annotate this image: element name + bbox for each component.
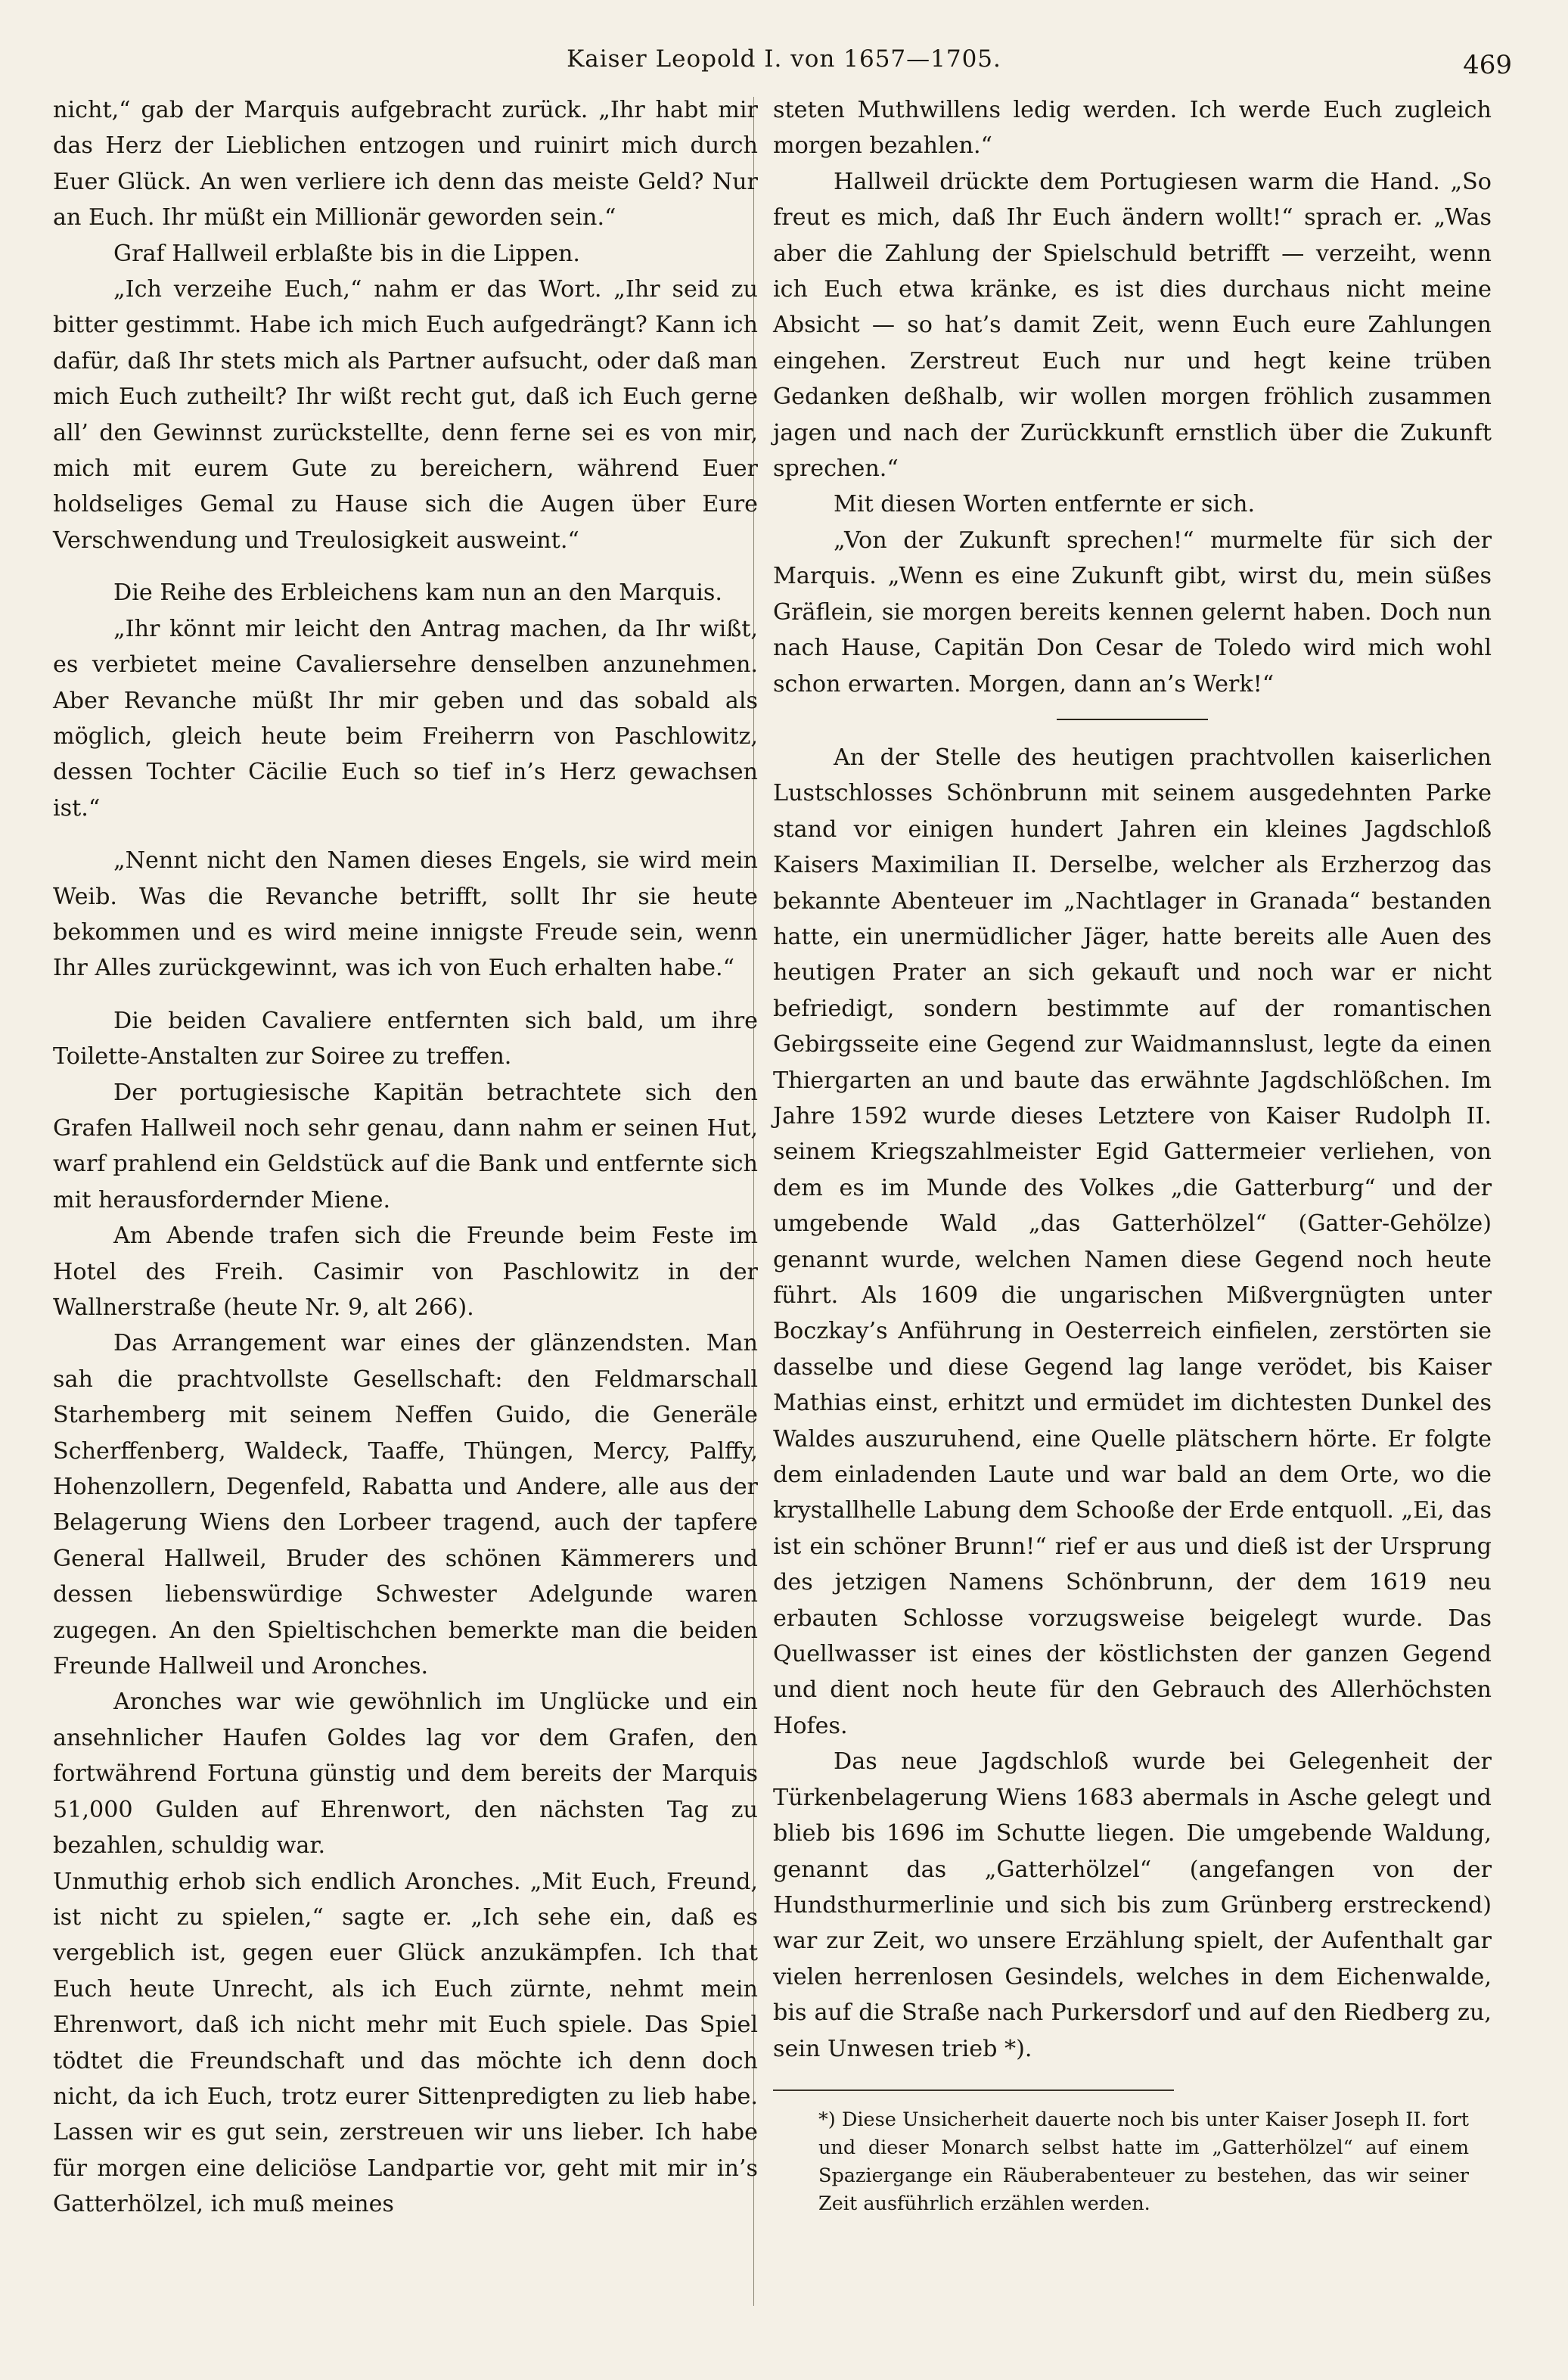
paragraph: Die Reihe des Erbleichens kam nun an den Marquis. (113, 579, 722, 607)
paragraph: Das Arrangement war eines der glänzendsten. Man sah die prachtvollste Gesellschaft: den Feldmarschall Starhemberg mit seinem Neffen Guido, die Generäle Scherffenberg, Waldeck, Taaffe, Thüngen, Mercy, Palffy, Hohenzollern, Degenfeld, Rabatta und Andere, alle aus der Belagerung Wiens den Lorbeer tragend, auch der tapfere General Hallweil, Bruder des schönen Kämmerers und dessen liebenswürdige Schwester Adelgunde waren zugegen. An den Spieltischchen bemerkte man die beiden Freunde Hallweil und Aronches. (53, 1330, 758, 1680)
paragraph: nicht,“ gab der Marquis aufgebracht zurück. „Ihr habt mir das Herz der Lieblichen entzogen und ruinirt mich durch Euer Glück. An wen verliere ich denn das meiste Geld? Nur an Euch. Ihr müßt ein Millionär geworden sein.“ (53, 97, 758, 231)
right-column (773, 92, 1492, 2218)
paragraph: „Nennt nicht den Namen dieses Engels, sie wird mein Weib. Was die Revanche betrifft, sollt Ihr sie heute bekommen und es wird meine innigste Freude sein, wenn Ihr Alles zurückgewinnt, was ich von Euch erhalten habe.“ (53, 847, 758, 982)
paragraph: Die beiden Cavaliere entfernten sich bald, um ihre Toilette-Anstalten zur Soiree zu treffen. (53, 1007, 758, 1070)
paragraph: „Ihr könnt mir leicht den Antrag machen, da Ihr wißt, es verbietet meine Cavaliersehre denselben anzunehmen. Aber Revanche müßt Ihr mir geben und das sobald als möglich, gleich heute beim Freiherrn von Paschlowitz, dessen Tochter Cäcilie Euch so tief in’s Herz gewachsen ist.“ (53, 615, 758, 822)
paragraph: An der Stelle des heutigen prachtvollen kaiserlichen Lustschlosses Schönbrunn mit seinem ausgedehnten Parke stand vor einigen hundert Jahren ein kleines Jagdschloß Kaisers Maximilian II. Derselbe, welcher als Erzherzog das bekannte Abenteuer im „Nachtlager in Granada“ bestanden hatte, ein unermüdlicher Jäger, hatte bereits alle Auen des heutigen Prater an sich gekauft und noch war er nicht befriedigt, sondern bestimmte auf der romantischen Gebirgsseite eine Gegend zur Waidmannslust, legte da einen Thiergarten an und baute das erwähnte Jagdschlößchen. Im Jahre 1592 wurde dieses Letztere von Kaiser Rudolph II. seinem Kriegszahlmeister Egid Gattermeier verliehen, von dem es im Munde des Volkes „die Gatterburg“ und der umgebende Wald „das Gatterhölzel“ (Gatter-Gehölze) genannt wurde, welchen Namen diese Gegend noch heute führt. Als 1609 die ungarischen Mißvergnügten unter Boczkay’s Anführung in Oesterreich einfielen, zerstörten sie dasselbe und diese Gegend lag lange verödet, bis Kaiser Mathias einst, erhitzt und ermüdet im dichtesten Dunkel des Waldes auszuruhend, eine Quelle plätschern hörte. Er folgte dem einladenden Laute und war bald an dem Orte, wo die krystallhelle Labung dem Schooße der Erde entquoll. „Ei, das ist ein schöner Brunn!“ rief er aus und dieß ist der Ursprung des jetzigen Namens Schönbrunn, der dem 1619 neu erbauten Schlosse vorzugsweise beigelegt wurde. Das Quellwasser ist eines der köstlichsten der ganzen Gegend und dient noch heute für den Gebrauch des Allerhöchsten Hofes. (773, 744, 1492, 1739)
running-title: Kaiser Leopold I. von 1657—1705. (567, 45, 1001, 73)
section-divider (1057, 719, 1208, 720)
page-number: 469 (1463, 50, 1512, 80)
footnote: *) Diese Unsicherheit dauerte noch bis unter Kaiser Joseph II. fort und dieser Monarch selbst hatte im „Gatterhölzel“ auf einem Spaziergange ein Räuberabenteuer zu bestehen, das wir seiner Zeit ausführlich erzählen werden. (818, 2108, 1469, 2215)
paragraph: „Ich verzeihe Euch,“ nahm er das Wort. „Ihr seid zu bitter gestimmt. Habe ich mich Euch aufgedrängt? Kann ich dafür, daß Ihr stets mich als Partner aufsucht, oder daß man mich Euch zutheilt? Ihr wißt recht gut, daß ich Euch gerne all’ den Gewinnst zurückstellte, denn ferne sei es von mir, mich mit eurem Gute zu bereichern, während Euer holdseliges Gemal zu Hause sich die Augen über Eure Verschwendung und Treulosigkeit ausweint.“ (53, 276, 758, 554)
paragraph: Der portugiesische Kapitän betrachtete sich den Grafen Hallweil noch sehr genau, dann nahm er seinen Hut, warf prahlend ein Geldstück auf die Bank und entfernte sich mit herausfordernder Miene. (53, 1079, 758, 1213)
paragraph: Am Abende trafen sich die Freunde beim Feste im Hotel des Freih. Casimir von Paschlowitz in der Wallnerstraße (heute Nr. 9, alt 266). (53, 1223, 758, 1321)
paragraph: Graf Hallweil erblaßte bis in die Lippen. (113, 240, 581, 267)
paragraph: Aronches war wie gewöhnlich im Unglücke und ein ansehnlicher Haufen Goldes lag vor dem Grafen, den fortwährend Fortuna günstig und dem bereits der Marquis 51,000 Gulden auf Ehrenwort, den nächsten Tag zu bezahlen, schuldig war. (53, 1689, 758, 1860)
paragraph: Hallweil drückte dem Portugiesen warm die Hand. „So freut es mich, daß Ihr Euch ändern wollt!“ sprach er. „Was aber die Zahlung der Spielschuld betrifft — verzeiht, wenn ich Euch etwa kränke, es ist dies durchaus nicht meine Absicht — so hat’s damit Zeit, wenn Euch eure Zahlungen eingehen. Zerstreut Euch nur und hegt keine trüben Gedanken deßhalb, wir wollen morgen fröhlich zusammen jagen und nach der Zurückkunft ernstlich über die Zukunft sprechen.“ (773, 168, 1492, 483)
footnote-rule (773, 2089, 1174, 2106)
left-column (53, 92, 758, 2223)
paragraph: Mit diesen Worten entfernte er sich. (834, 491, 1256, 518)
paragraph: steten Muthwillens ledig werden. Ich werde Euch zugleich morgen bezahlen.“ (773, 97, 1492, 160)
page-header (0, 39, 1568, 85)
paragraph: Das neue Jagdschloß wurde bei Gelegenheit der Türkenbelagerung Wiens 1683 abermals in Asche gelegt und blieb bis 1696 im Schutte liegen. Die umgebende Waldung, genannt das „Gatterhölzel“ (angefangen von der Hundsthurmerlinie und sich bis zum Grünberg erstreckend) war zur Zeit, wo unsere Erzählung spielt, der Aufenthalt gar vielen herrenlosen Gesindels, welches in dem Eichenwalde, bis auf die Straße nach Purkersdorf und auf den Riedberg zu, sein Unwesen trieb *). (773, 1748, 1492, 2062)
paragraph: Unmuthig erhob sich endlich Aronches. „Mit Euch, Freund, ist nicht zu spielen,“ sagte er. „Ich sehe ein, daß es vergeblich ist, gegen euer Glück anzukämpfen. Ich that Euch heute Unrecht, als ich Euch zürnte, nehmt mein Ehrenwort, daß ich nicht mehr mit Euch spiele. Das Spiel tödtet die Freundschaft und das möchte ich denn doch nicht, da ich Euch, trotz eurer Sittenpredigten zu lieb habe. Lassen wir es gut sein, zerstreuen wir uns lieber. Ich habe für morgen eine deliciöse Landpartie vor, geht mit mir in’s Gatterhölzel, ich muß meines (53, 1868, 758, 2218)
paragraph: „Von der Zukunft sprechen!“ murmelte für sich der Marquis. „Wenn es eine Zukunft gibt, wirst du, mein süßes Gräflein, sie morgen bereits kennen gelernt haben. Doch nun nach Hause, Capitän Don Cesar de Toledo wird mich wohl schon erwarten. Morgen, dann an’s Werk!“ (773, 527, 1492, 698)
